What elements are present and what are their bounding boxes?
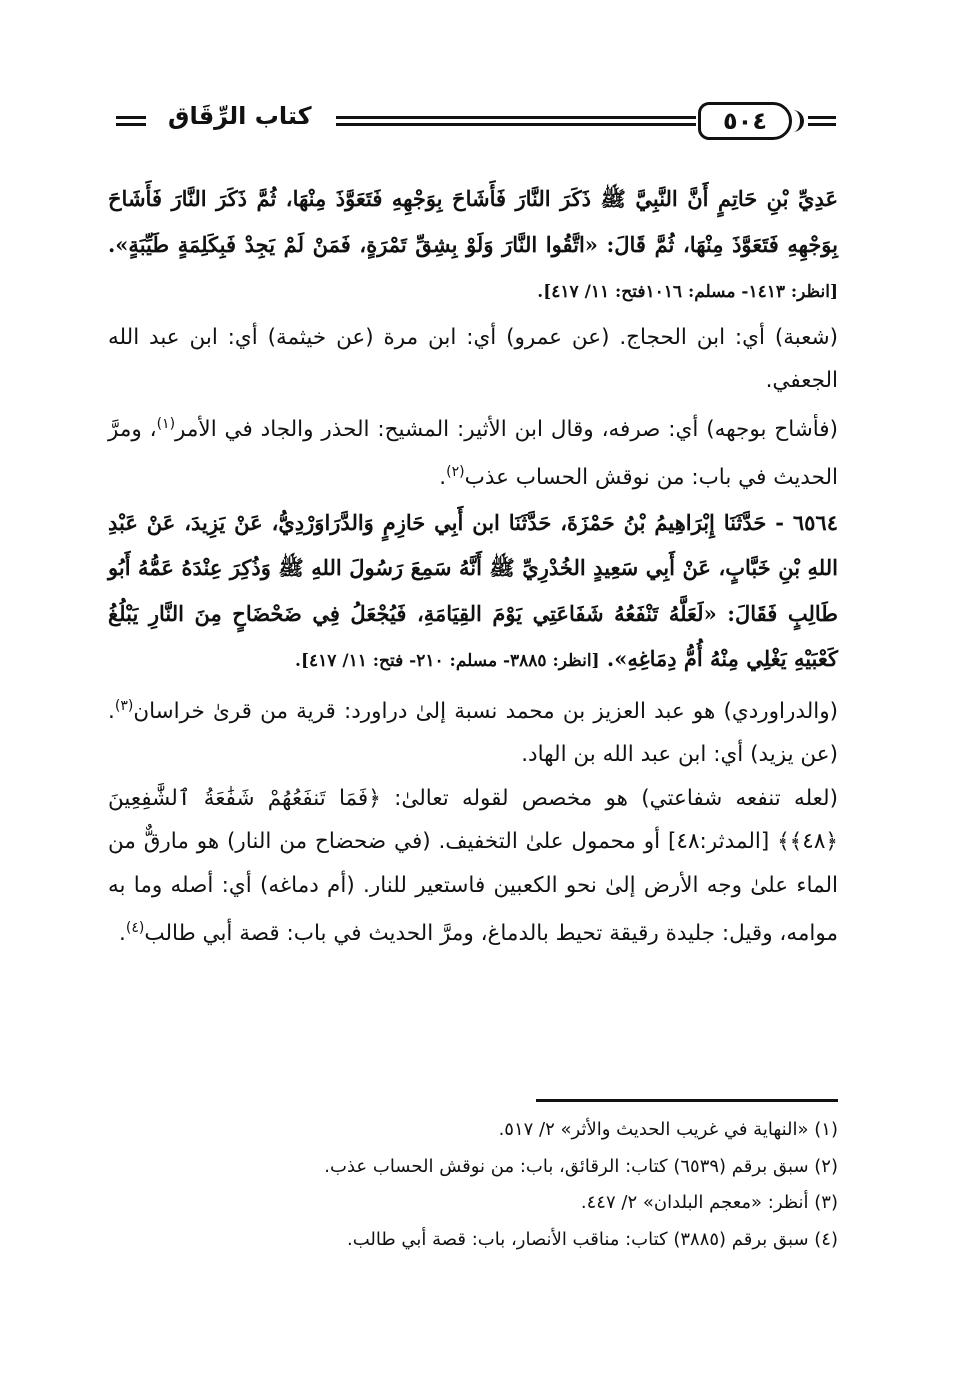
- commentary-paragraph: [108, 685, 838, 777]
- footnote-marker: (٢): [446, 464, 465, 481]
- commentary-paragraph: [108, 316, 838, 403]
- footnote-item: (٣) أنظر: «معجم البلدان» ٢/ ٤٤٧.: [580, 1192, 838, 1213]
- footnote-marker: (١): [156, 415, 176, 432]
- commentary-paragraph: [108, 403, 838, 500]
- commentary-text: . (عن يزيد) أي: ابن عبد الله بن الهاد.: [108, 698, 838, 768]
- footnote-item: (١) «النهاية في غريب الحديث والأثر» ٢/ ٥١٧.: [498, 1119, 838, 1140]
- commentary-text: ، ومرَّ الحديث في باب: من نوقش الحساب عذب: [108, 416, 838, 491]
- commentary-text: .: [119, 921, 126, 947]
- header-double-rule: [336, 116, 696, 126]
- book-title: كتاب الرِّقَاق: [168, 102, 312, 130]
- commentary-text: (لعله تنفعه شفاعتي) هو مخصص لقوله تعالىٰ: ﴿فَمَا تَنفَعُهُمْ شَفَٰعَةُ ٱلشَّٰفِعِينَ ﴿٤٨﴾﴾ [المدثر:٤٨] أو محمول علىٰ التخفيف. (في ضحضاح من النار) هو مارقٌّ من الماء علىٰ وجه الأرض إلىٰ نحو الكعبين فاستعير للنار. (أم دماغه) أي: أصله وما به موامه، وقيل: جليدة رقيقة تحيط بالدماغ، ومرَّ الحديث في باب: قصة أبي طالب: [108, 785, 839, 947]
- footnote-marker: (٣): [114, 697, 134, 714]
- commentary-text: (والدراوردي) هو عبد العزيز بن محمد نسبة إلىٰ دراورد: قرية من قرىٰ خراسان: [133, 698, 838, 724]
- footnote-marker: (٤): [125, 920, 145, 937]
- footnote-item: (٤) سبق برقم (٣٨٨٥) كتاب: مناقب الأنصار، باب: قصة أبي طالب.: [347, 1228, 838, 1250]
- hadith-paragraph: [108, 500, 838, 685]
- footnote-divider: [536, 1099, 838, 1102]
- hadith-paragraph: [108, 176, 838, 316]
- header-left-ornament: [116, 116, 146, 126]
- commentary-text: .: [439, 465, 447, 491]
- footnote-item: (٢) سبق برقم (٦٥٣٩) كتاب: الرقائق، باب: من نوقش الحساب عذب.: [324, 1155, 838, 1177]
- footnotes: [108, 1112, 838, 1258]
- page-number-badge: ٥٠٤: [698, 102, 792, 140]
- hadith-reference: [انظر: ١٤١٣- مسلم: ١٠١٦فتح: ١١/ ٤١٧].: [537, 282, 838, 302]
- hadith-reference: [انظر: ٣٨٨٥- مسلم: ٢١٠- فتح: ١١/ ٤١٧].: [295, 651, 600, 672]
- page-number-badge-tip: [788, 110, 804, 132]
- main-text: [108, 176, 838, 956]
- commentary-text: (شعبة) أي: ابن الحجاج. (عن عمرو) أي: ابن مرة (عن خيثمة) أي: ابن عبد الله الجعفي.: [108, 324, 838, 393]
- commentary-text: (فأشاح بوجهه) أي: صرفه، وقال ابن الأثير: المشيح: الحذر والجاد في الأمر: [175, 416, 838, 442]
- page-header: [108, 100, 838, 154]
- hadith-text: عَدِيِّ بْنِ حَاتِمٍ أَنَّ النَّبِيَّ ﷺ ذَكَرَ النَّارَ فَأَشَاحَ بِوَجْهِهِ فَتَعَوَّذَ مِنْهَا، ثُمَّ ذَكَرَ النَّارَ فَأَشَاحَ بِوَجْهِهِ فَتَعَوَّذَ مِنْهَا، ثُمَّ قَالَ: «اتَّقُوا النَّارَ وَلَوْ بِشِقِّ تَمْرَةٍ، فَمَنْ لَمْ يَجِدْ فَبِكَلِمَةٍ طَيِّبَةٍ».: [108, 186, 838, 257]
- commentary-paragraph: [108, 777, 838, 956]
- hadith-text: ٦٥٦٤ - حَدَّثَنَا إِبْرَاهِيمُ بْنُ حَمْزَةَ، حَدَّثَنَا ابن أَبِي حَازِمٍ وَالدَّرَاوَرْدِيُّ، عَنْ يَزِيدَ، عَنْ عَبْدِ اللهِ بْنِ خَبَّابٍ، عَنْ أَبِي سَعِيدٍ الخُدْرِيِّ ﷺ أَنَّهُ سَمِعَ رَسُولَ اللهِ ﷺ وَذُكِرَ عِنْدَهُ عَمُّهُ أَبُو طَالِبٍ فَقَالَ: «لَعَلَّهُ تَنْفَعُهُ شَفَاعَتِي يَوْمَ القِيَامَةِ، فَيُجْعَلُ فِي ضَحْضَاحٍ مِنَ النَّارِ يَبْلُغُ كَعْبَيْهِ يَغْلِي مِنْهُ أُمُّ دِمَاغِهِ».: [108, 509, 838, 672]
- header-right-ornament: [808, 116, 836, 126]
